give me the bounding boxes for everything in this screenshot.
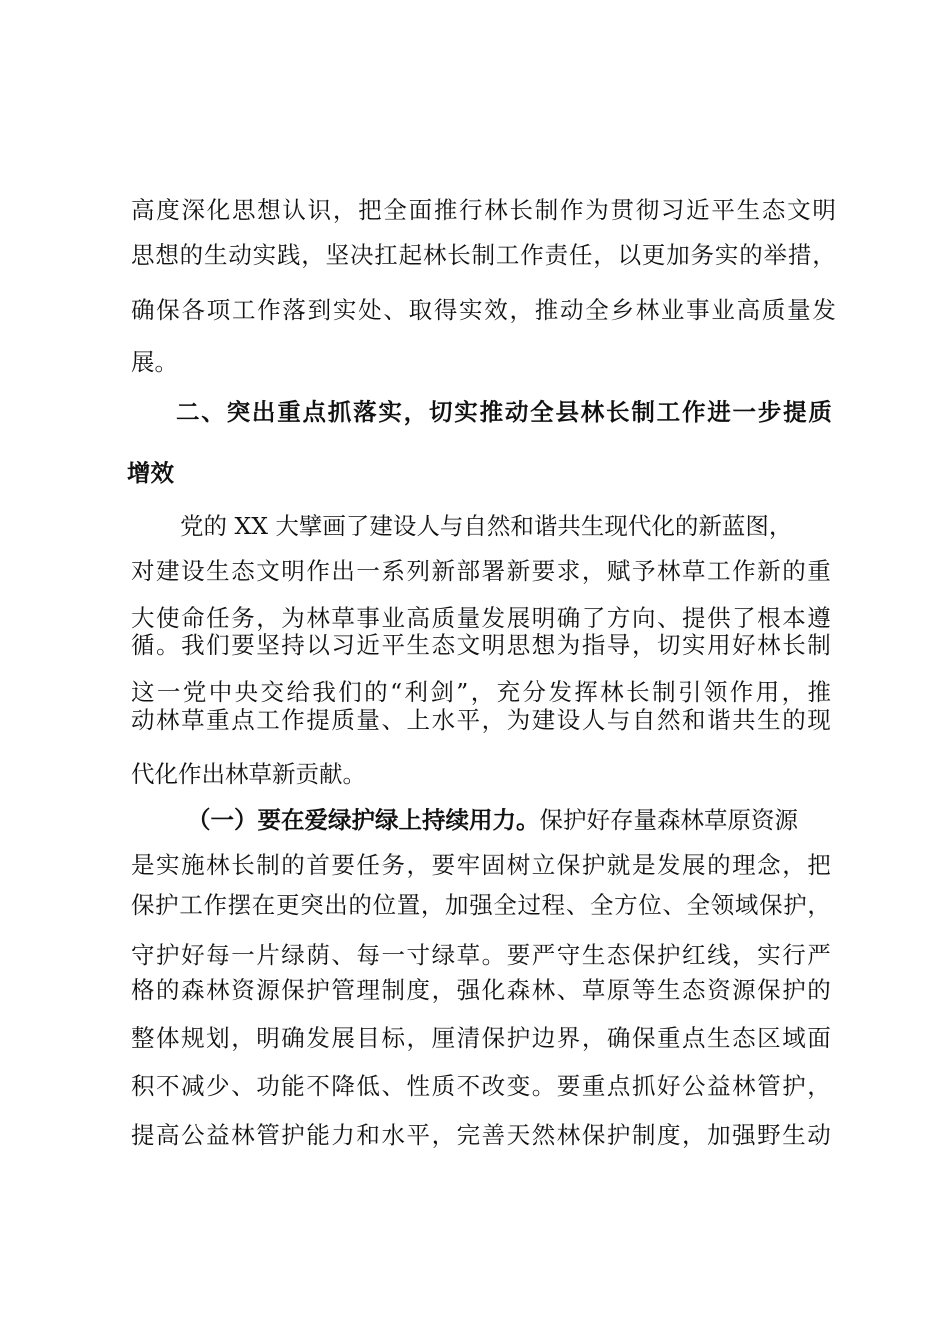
body-line: 积 不 减 少 、 功 能 不 降 低 、 性 质 不 改 变 。 要 重 点 抓 好 公 益 林 管 护 ，	[131, 1072, 831, 1100]
body-line: 党的 XX 大擘画了建设人与自然和谐共生现代化的新蓝图，	[180, 512, 793, 540]
body-line: 思 想 的 生 动 实 践 ， 坚 决 扛 起 林 长 制 工 作 责 任 ， 以 更 加 务 实 的 举 措 ，	[131, 241, 836, 269]
body-line: 大 使 命 任 务 ， 为 林 草 事 业 高 质 量 发 展 明 确 了 方 向 、 提 供 了 根 本 遵	[131, 604, 831, 632]
section-heading-line: 增效	[127, 459, 174, 487]
body-line: 这 一 党 中 央 交 给 我 们 的 “ 利 剑 ” ， 充 分 发 挥 林 长 制 引 领 作 用 ， 推	[131, 678, 831, 706]
body-line: 循 。 我 们 要 坚 持 以 习 近 平 生 态 文 明 思 想 为 指 导 ， 切 实 用 好 林 长 制	[131, 631, 831, 659]
body-line: 代化作出林草新贡献。	[131, 760, 366, 788]
subsection-text: 保护好存量森林草原资源	[539, 806, 798, 834]
body-line: 保 护 工 作 摆 在 更 突 出 的 位 置 ， 加 强 全 过 程 、 全 方 位 、 全 领 域 保 护 ，	[131, 891, 831, 919]
body-line: 展。	[131, 348, 178, 376]
section-heading-line: 二 、 突 出 重 点 抓 落 实 ， 切 实 推 动 全 县 林 长 制 工 作 进 一 步 提 质	[176, 398, 832, 426]
subsection-line	[187, 800, 832, 840]
body-line: 高 度 深 化 思 想 认 识 ， 把 全 面 推 行 林 长 制 作 为 贯 彻 习 近 平 生 态 文 明	[131, 196, 836, 224]
body-line: 格 的 森 林 资 源 保 护 管 理 制 度 ， 强 化 森 林 、 草 原 等 生 态 资 源 保 护 的	[131, 976, 831, 1004]
body-line: 对 建 设 生 态 文 明 作 出 一 系 列 新 部 署 新 要 求 ， 赋 予 林 草 工 作 新 的 重	[131, 557, 831, 585]
subsection-heading: （一）要在爱绿护绿上持续用力。	[187, 806, 540, 834]
body-line: 动 林 草 重 点 工 作 提 质 量 、 上 水 平 ， 为 建 设 人 与 自 然 和 谐 共 生 的 现	[131, 706, 831, 734]
body-line: 守 护 好 每 一 片 绿 荫 、 每 一 寸 绿 草 。 要 严 守 生 态 保 护 红 线 ， 实 行 严	[131, 941, 831, 969]
body-line: 确 保 各 项 工 作 落 到 实 处 、 取 得 实 效 ， 推 动 全 乡 林 业 事 业 高 质 量 发	[131, 296, 836, 324]
body-line: 整 体 规 划 ， 明 确 发 展 目 标 ， 厘 清 保 护 边 界 ， 确 保 重 点 生 态 区 域 面	[131, 1024, 831, 1052]
body-line: 是 实 施 林 长 制 的 首 要 任 务 ， 要 牢 固 树 立 保 护 就 是 发 展 的 理 念 ， 把	[131, 851, 831, 879]
body-line: 提 高 公 益 林 管 护 能 力 和 水 平 ， 完 善 天 然 林 保 护 制 度 ， 加 强 野 生 动	[131, 1121, 831, 1149]
